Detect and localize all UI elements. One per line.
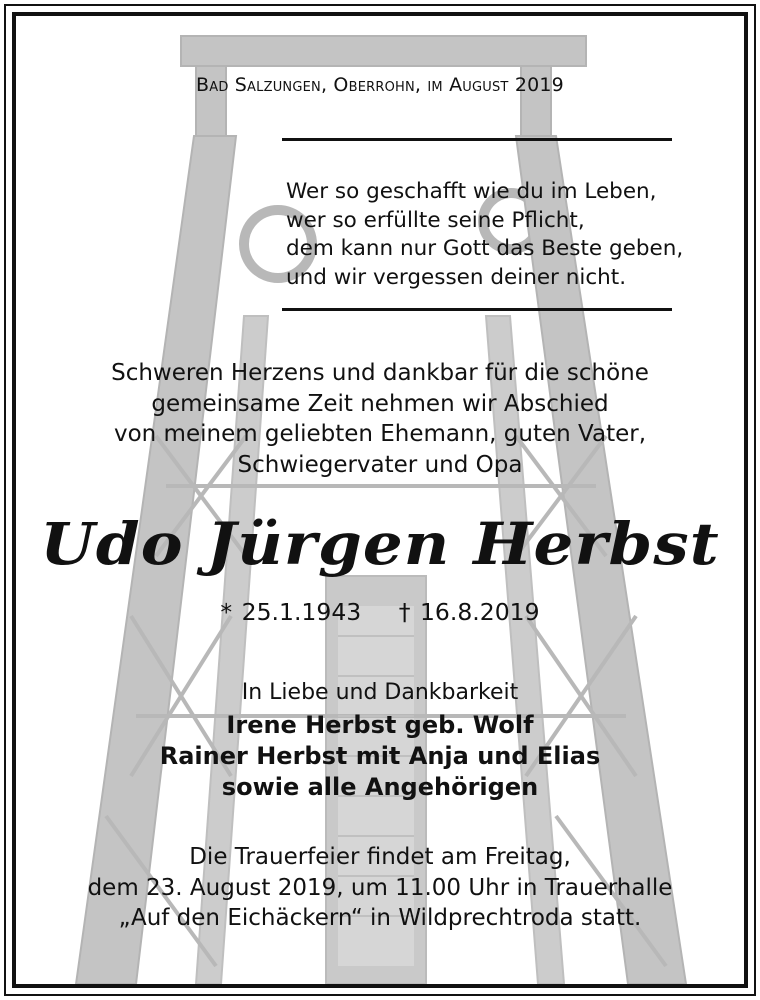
funeral-service-info [16,842,744,934]
service-line: dem 23. August 2019, um 11.00 Uhr in Trauerhalle [87,874,673,901]
poem-line: wer so erfüllte seine Pflicht, [286,207,585,233]
service-line: „Auf den Eichäckern“ in Wildprechtroda statt. [118,905,642,931]
mourner-line: sowie alle Angehörigen [221,773,539,801]
farewell-text [16,358,744,480]
life-dates [16,598,744,626]
poem-line: Wer so geschafft wie du im Leben, [286,179,657,204]
poem-line: und wir vergessen deiner nicht. [286,264,627,290]
place-date-line: Bad Salzungen, Oberrohn, im August 2019 [196,74,564,96]
poem-line: dem kann nur Gott das Beste geben, [286,236,684,261]
mourners-names [16,710,744,803]
poem-top-rule [282,138,672,141]
farewell-line: Schwiegervater und Opa [237,451,523,478]
birth-date: * 25.1.1943 [220,598,362,626]
mourners-intro: In Liebe und Dankbarkeit [241,680,519,705]
farewell-line: von meinem geliebten Ehemann, guten Vater, [113,421,647,447]
death-date: † 16.8.2019 [398,598,540,626]
service-line: Die Trauerfeier findet am Freitag, [189,844,571,870]
memorial-poem [286,178,683,292]
mourner-line: Rainer Herbst mit Anja und Elias [159,742,601,770]
farewell-line: Schweren Herzens und dankbar für die schöne [111,360,649,386]
mourner-line: Irene Herbst geb. Wolf [226,711,534,739]
poem-bottom-rule [282,308,672,311]
deceased-name: Udo Jürgen Herbst [40,510,720,578]
farewell-line: gemeinsame Zeit nehmen wir Abschied [151,390,609,417]
obituary-notice [16,16,744,984]
